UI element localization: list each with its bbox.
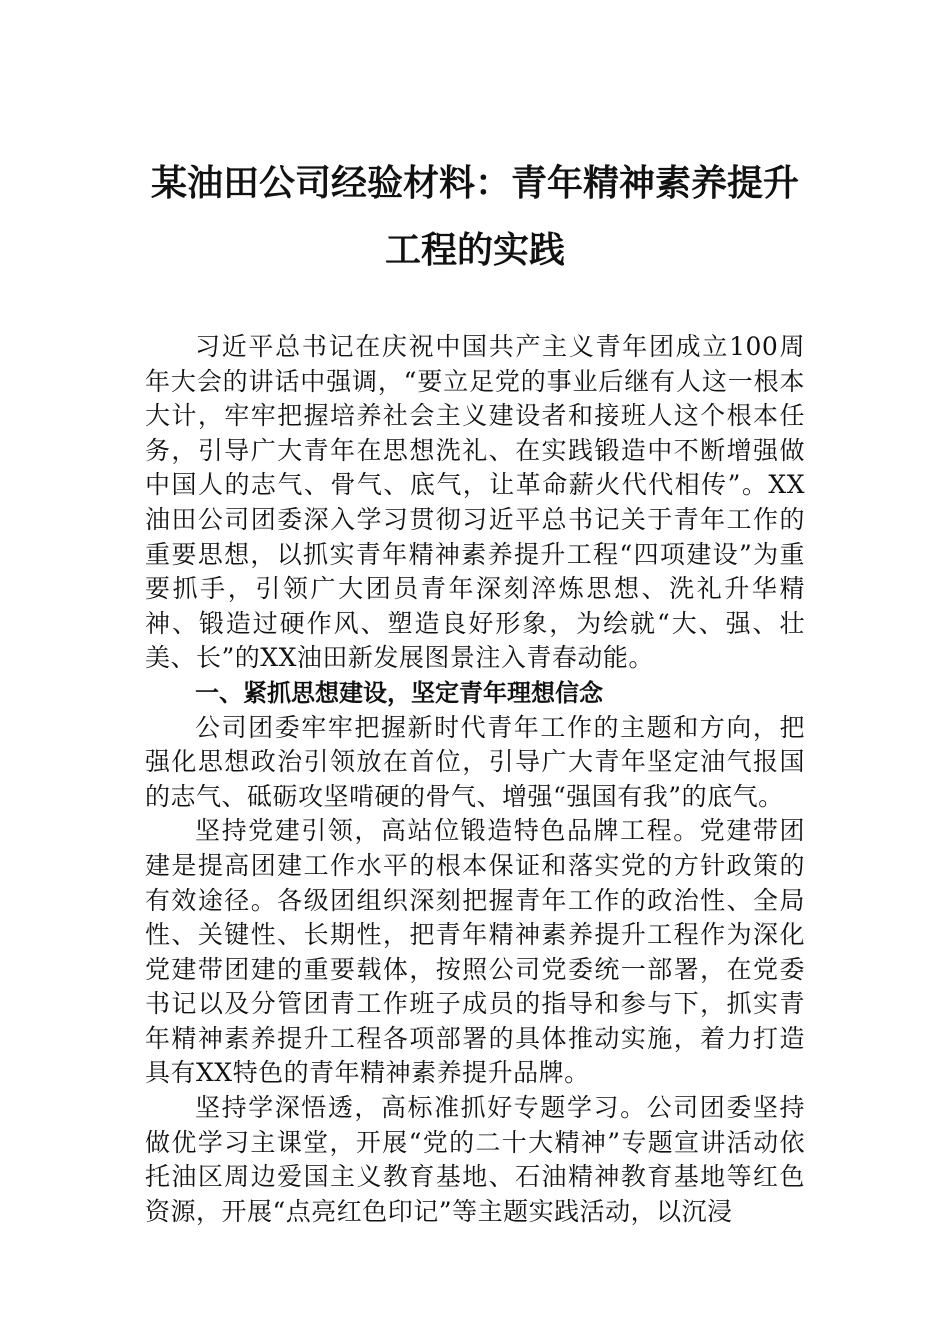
section-heading-1: 一、紧抓思想建设，坚定青年理想信念 bbox=[195, 678, 603, 707]
body-paragraph: 公司团委牢牢把握新时代青年工作的主题和方向，把强化思想政治引领放在首位，引导广大青年坚定油气报国的志气、砥砺攻坚啃硬的骨气、增强“强国有我”的底气。 bbox=[145, 712, 805, 811]
document-title-line-2: 工程的实践 bbox=[384, 230, 565, 271]
intro-paragraph: 习近平总书记在庆祝中国共产主义青年团成立100周年大会的讲话中强调，“要立足党的事业后继有人这一根本大计，牢牢把握培养社会主义建设者和接班人这个根本任务，引导广大青年在思想洗礼、在实践锻造中不断增强做中国人的志气、骨气、底气，让革命薪火代代相传”。XX油田公司团委深入学习贯彻习近平总书记关于青年工作的重要思想，以抓实青年精神素养提升工程“四项建设”为重要抓手，引领广大团员青年深刻淬炼思想、洗礼升华精神、锻造过硬作风、塑造良好形象，为绘就“大、强、壮美、长”的XX油田新发展图景注入青春动能。 bbox=[145, 332, 805, 673]
body-paragraph: 坚持学深悟透，高标准抓好专题学习。公司团委坚持做优学习主课堂，开展“党的二十大精神”专题宣讲活动依托油区周边爱国主义教育基地、石油精神教育基地等红色资源，开展“点亮红色印记”等主题实践活动，以沉浸 bbox=[145, 1093, 805, 1226]
document-body bbox=[145, 330, 805, 1229]
document-title-line-1: 某油田公司经验材料：青年精神素养提升 bbox=[150, 163, 799, 204]
body-paragraph: 坚持党建引领，高站位锻造特色品牌工程。党建带团建是提高团建工作水平的根本保证和落实党的方针政策的有效途径。各级团组织深刻把握青年工作的政治性、全局性、关键性、长期性，把青年精神素养提升工程作为深化党建带团建的重要载体，按照公司党委统一部署，在党委书记以及分管团青工作班子成员的指导和参与下，抓实青年精神素养提升工程各项部署的具体推动实施，着力打造具有XX特色的青年精神素养提升品牌。 bbox=[145, 816, 805, 1088]
